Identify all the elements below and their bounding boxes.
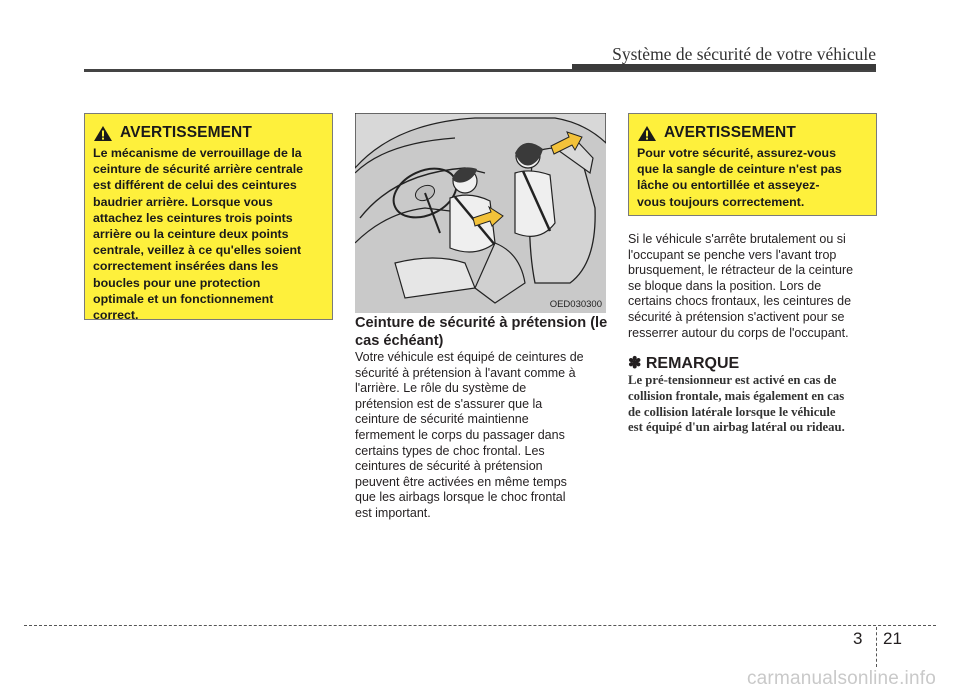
warning-box-right bbox=[628, 113, 877, 216]
body-line: sécurité à prétension s'activent pour se bbox=[628, 309, 845, 324]
body-line: est important. bbox=[355, 505, 431, 520]
warning-line: arrière ou la ceinture deux points bbox=[93, 227, 289, 242]
warning-line: boucles pour une protection bbox=[93, 275, 261, 290]
body-line: Votre véhicule est équipé de ceintures de bbox=[355, 350, 584, 364]
note-line: de collision latérale lorsque le véhicule bbox=[628, 404, 836, 419]
warning-line: Le mécanisme de verrouillage de la bbox=[93, 146, 302, 160]
car-interior-drawing bbox=[355, 113, 606, 313]
note-line: est équipé d'un airbag latéral ou rideau. bbox=[628, 420, 845, 435]
warning-line: lâche ou entortillée et asseyez- bbox=[637, 178, 820, 193]
warning-line: optimale et un fonctionnement bbox=[93, 291, 274, 306]
page-header-title: Système de sécurité de votre véhicule bbox=[612, 44, 876, 64]
warning-line: est différent de celui des ceintures bbox=[93, 178, 297, 193]
pretensioner-illustration bbox=[355, 113, 606, 313]
section-title: Ceinture de sécurité à prétension (le cas échéant) bbox=[355, 315, 608, 349]
footer-divider bbox=[876, 627, 877, 667]
body-line: se bloque dans la position. Lors de bbox=[628, 278, 822, 293]
body-line: certains chocs frontaux, les ceintures de bbox=[628, 294, 852, 309]
body-line: ceinture de sécurité maintienne bbox=[355, 412, 529, 427]
warning-line: que la sangle de ceinture n'est pas bbox=[637, 162, 842, 177]
warning-triangle-icon bbox=[93, 125, 113, 142]
watermark: carmanualsonline.info bbox=[746, 668, 936, 689]
warning-header bbox=[637, 124, 868, 142]
warning-text bbox=[637, 145, 868, 210]
body-line: fermement le corps du passager dans bbox=[355, 427, 565, 442]
warning-text bbox=[93, 145, 324, 323]
figure-code: OED030300 bbox=[549, 299, 602, 310]
note-heading: ✽ REMARQUE bbox=[628, 355, 740, 372]
warning-line: correct. bbox=[93, 308, 139, 323]
warning-line: vous toujours correctement. bbox=[637, 194, 805, 209]
header-rule-accent bbox=[572, 64, 876, 70]
warning-line: Pour votre sécurité, assurez-vous bbox=[637, 146, 837, 160]
right-body bbox=[628, 232, 878, 341]
note-text bbox=[628, 373, 878, 436]
body-line: ceintures de sécurité à prétension bbox=[355, 459, 543, 474]
warning-title: AVERTISSEMENT bbox=[120, 124, 252, 141]
body-line: prétension est de s'assurer que la bbox=[355, 396, 543, 411]
warning-line: centrale, veillez à ce qu'elles soient bbox=[93, 243, 302, 258]
body-line: l'arrière. Le rôle du système de bbox=[355, 381, 527, 396]
footer-rule bbox=[24, 625, 936, 626]
page-number: 21 bbox=[883, 629, 902, 648]
body-line: l'occupant se penche vers l'avant trop bbox=[628, 247, 837, 262]
warning-title: AVERTISSEMENT bbox=[664, 124, 796, 141]
body-line: brusquement, le rétracteur de la ceinture bbox=[628, 263, 854, 278]
body-line: peuvent être activées en même temps bbox=[355, 474, 567, 489]
warning-line: baudrier arrière. Lorsque vous bbox=[93, 194, 273, 209]
warning-triangle-icon bbox=[637, 125, 657, 142]
body-line: resserrer autour du corps de l'occupant. bbox=[628, 325, 849, 340]
chapter-number: 3 bbox=[853, 629, 863, 648]
warning-line: ceinture de sécurité arrière centrale bbox=[93, 162, 304, 177]
warning-line: correctement insérées dans les bbox=[93, 259, 279, 274]
warning-header bbox=[93, 124, 324, 142]
section-body bbox=[355, 350, 605, 522]
body-line: que les airbags lorsque le choc frontal bbox=[355, 490, 566, 505]
note-line: collision frontale, mais également en cas bbox=[628, 388, 845, 403]
body-line: certains types de choc frontal. Les bbox=[355, 443, 545, 458]
body-line: Si le véhicule s'arrête brutalement ou si bbox=[628, 232, 846, 246]
note-line: Le pré-tensionneur est activé en cas de bbox=[628, 373, 837, 387]
body-line: sécurité à prétension à l'avant comme à bbox=[355, 365, 576, 380]
warning-line: attachez les ceintures trois points bbox=[93, 210, 293, 225]
warning-box-left bbox=[84, 113, 333, 323]
